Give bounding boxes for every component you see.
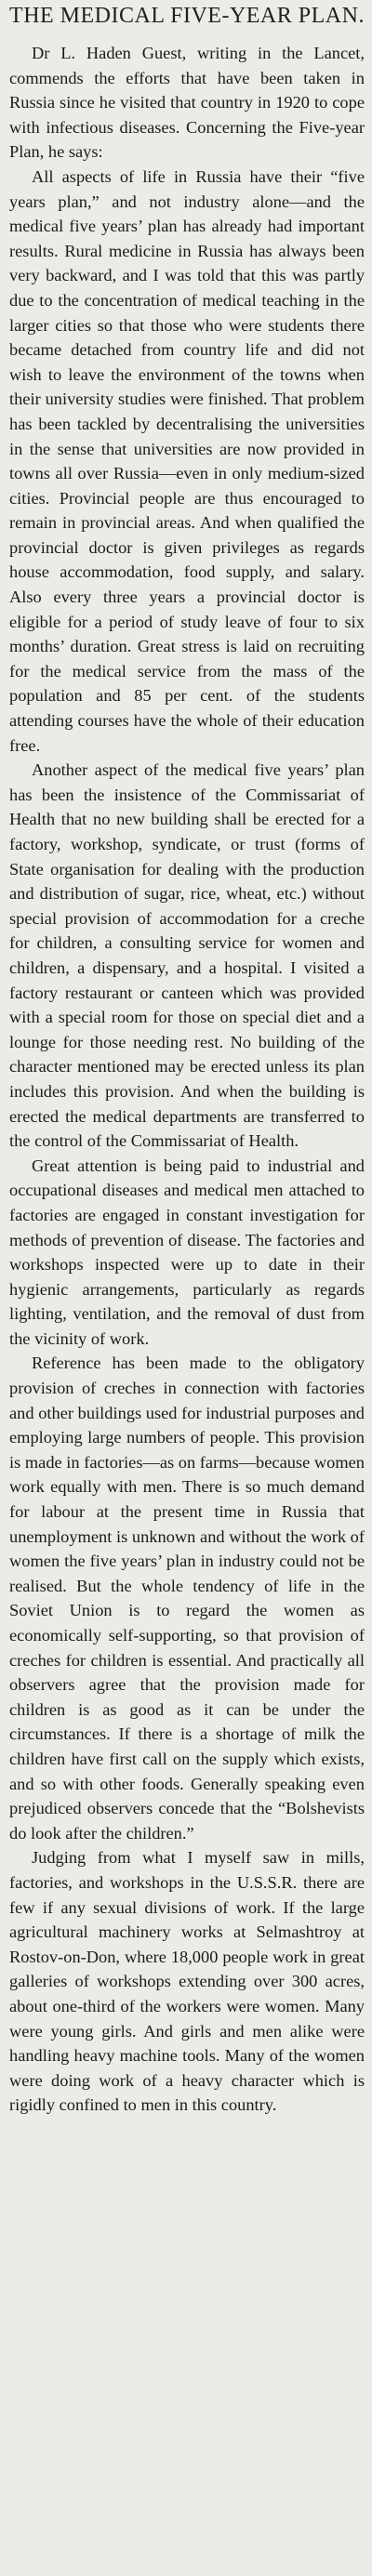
article-paragraph-occupational-disease: Great attention is being paid to industrial and occupational diseases and medical men attached to factories are engaged in constant investigation for methods of prevention of disease. The factories and workshops inspected were up to date in their hygienic arrangements, particularly as regards lighting, ventilation, and the removal of dust from the vicinity of work.: [9, 1156, 365, 1348]
article-body: [9, 41, 365, 2118]
article-paragraph-creches: Reference has been made to the obligatory provision of creches in connection with factories and other buildings used for industrial purposes and employing large numbers of people. This provision is made in factories—as on farms—because women work equally with men. There is so much demand for labour at the present time in Russia that unemployment is unknown and without the work of women the five years’ plan in industry could not be realised. But the whole tendency of life in the Soviet Union is to regard the women as economically self-supporting, so that provision of creches for children is essential. And practically all observers agree that the provision made for children is as good as it can be under the circumstances. If there is a shortage of milk the children have first call on the supply which exists, and so with other foods. Generally speaking even prejudiced observers concede that the “Bolshevists do look after the children.”: [9, 1354, 365, 1843]
article-paragraph-commissariat: Another aspect of the medical five years’ plan has been the insistence of the Commissariat of Health that no new building shall be erected for a factory, workshop, syndicate, or trust (forms of State organisation for dealing with the production and distribution of sugar, rice, wheat, etc.) without special provision of accommodation for a creche for children, a consulting service for women and children, a dispensary, and a hospital. I visited a factory restaurant or canteen which was provided with a special room for those on special diet and a lounge for those needing rest. No building of the character mentioned may be erected unless its plan includes this provision. And when the building is erected the medical departments are transferred to the control of the Commissariat of Health.: [9, 760, 365, 1151]
article-paragraph-rural-medicine: All aspects of life in Russia have their “five years plan,” and not industry alone—and the medical five years’ plan has already had important results. Rural medicine in Russia has always been very backward, and I was told that this was partly due to the concentration of medical teaching in the larger cities so that those who were students there became detached from country life and did not wish to leave the environment of the towns when their university studies were finished. That problem has been tackled by decentralising the universities in the sense that universities are now provided in towns all over Russia—even in only medium-sized cities. Provincial people are thus encouraged to remain in provincial areas. And when qualified the provincial doctor is given privileges as regards house accommodation, food supply, and salary. Also every three years a provincial doctor is eligible for a period of study leave of four to six months’ duration. Great stress is laid on recruiting for the medical service from the mass of the population and 85 per cent. of the students attending courses have the whole of their education free.: [9, 166, 365, 755]
article-paragraph-women-workers: Judging from what I myself saw in mills, factories, and workshops in the U.S.S.R. there are few if any sexual divisions of work. If the large agricultural machinery works at Selmashtroy at Rostov-on-Don, where 18,000 people work in great galleries of workshops extending over 300 acres, about one-third of the workers were women. Many were young girls. And girls and men alike were handling heavy machine tools. Many of the women were doing work of a heavy character which is rigidly confined to men in this country.: [9, 1848, 365, 2115]
article-headline: THE MEDICAL FIVE-YEAR PLAN.: [9, 4, 365, 28]
article-paragraph-intro: Dr L. Haden Guest, writing in the Lancet, commends the efforts that have been taken in Russia since he visited that country in 1920 to cope with infectious diseases. Concerning the Five-year Plan, he says:: [9, 44, 365, 162]
